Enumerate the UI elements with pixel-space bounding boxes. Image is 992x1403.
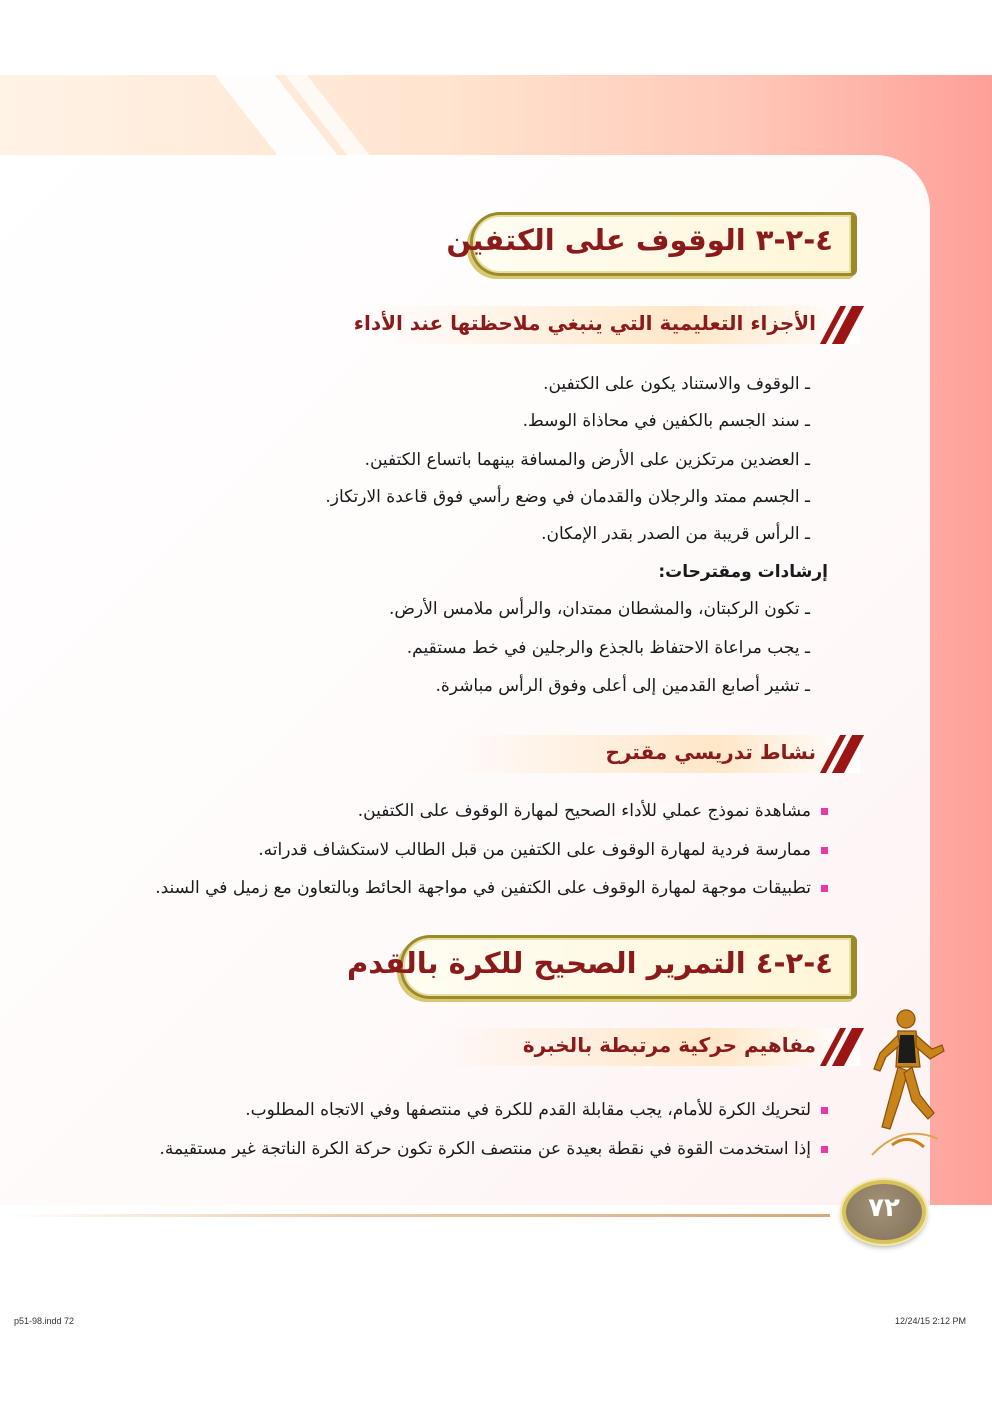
list-item <box>159 1139 828 1159</box>
divider <box>0 1214 830 1217</box>
bullet-icon <box>821 847 828 854</box>
list-item-text: مشاهدة نموذج عملي للأداء الصحيح لمهارة الوقوف على الكتفين. <box>357 801 811 821</box>
subsection-heading-text: الأجزاء التعليمية التي ينبغي ملاحظتها عند الأداء <box>353 311 816 335</box>
page-number-badge <box>842 1180 926 1244</box>
bullet-icon <box>821 808 828 815</box>
list-item <box>245 1100 828 1120</box>
list-item: ـ تكون الركبتان، والمشطان ممتدان، والرأس ملامس الأرض. <box>389 599 810 619</box>
bullet-icon <box>821 885 828 892</box>
list-item: ـ سند الجسم بالكفين في محاذاة الوسط. <box>522 411 810 431</box>
list-item-text: إذا استخدمت القوة في نقطة بعيدة عن منتصف الكرة تكون حركة الكرة الناتجة غير مستقيمة. <box>159 1139 811 1159</box>
list-item: ـ تشير أصابع القدمين إلى أعلى وفوق الرأس مباشرة. <box>435 676 810 696</box>
footer-timestamp: 12/24/15 2:12 PM <box>894 1316 966 1326</box>
tips-heading: إرشادات ومقترحات: <box>658 562 828 582</box>
section-title: ٤-٢-٤ التمرير الصحيح للكرة بالقدم <box>346 946 833 980</box>
subsection-heading-text: مفاهيم حركية مرتبطة بالخبرة <box>522 1033 816 1057</box>
bullet-icon <box>821 1146 828 1153</box>
list-item: ـ يجب مراعاة الاحتفاظ بالجذع والرجلين في خط مستقيم. <box>406 638 810 658</box>
subsection-heading <box>440 1028 860 1066</box>
subsection-heading-text: نشاط تدريسي مقترح <box>605 740 816 764</box>
page-number: ٧٢ <box>868 1193 900 1223</box>
section-title-box <box>346 935 857 999</box>
list-item: ـ الوقوف والاستناد يكون على الكتفين. <box>543 374 810 394</box>
list-item <box>258 840 828 860</box>
list-item <box>155 878 828 898</box>
bullet-icon <box>821 1107 828 1114</box>
list-item-text: ممارسة فردية لمهارة الوقوف على الكتفين من قبل الطالب لاستكشاف قدراته. <box>258 840 811 860</box>
list-item: ـ الرأس قريبة من الصدر بقدر الإمكان. <box>541 524 810 544</box>
list-item <box>358 801 828 821</box>
list-item-text: تطبيقات موجهة لمهارة الوقوف على الكتفين في مواجهة الحائط وبالتعاون مع زميل في السند. <box>155 878 811 898</box>
subsection-heading <box>450 735 860 773</box>
footer-file-info: p51-98.indd 72 <box>14 1316 75 1326</box>
section-title: ٤-٢-٣ الوقوف على الكتفين <box>446 223 833 257</box>
list-item-text: لتحريك الكرة للأمام، يجب مقابلة القدم للكرة في منتصفها وفي الاتجاه المطلوب. <box>245 1100 811 1120</box>
runner-illustration <box>862 1005 950 1165</box>
list-item: ـ العضدين مرتكزين على الأرض والمسافة بينهما باتساع الكتفين. <box>364 450 810 470</box>
section-title-box <box>446 212 857 276</box>
list-item: ـ الجسم ممتد والرجلان والقدمان في وضع رأسي فوق قاعدة الارتكاز. <box>325 487 810 507</box>
subsection-heading <box>353 306 860 344</box>
